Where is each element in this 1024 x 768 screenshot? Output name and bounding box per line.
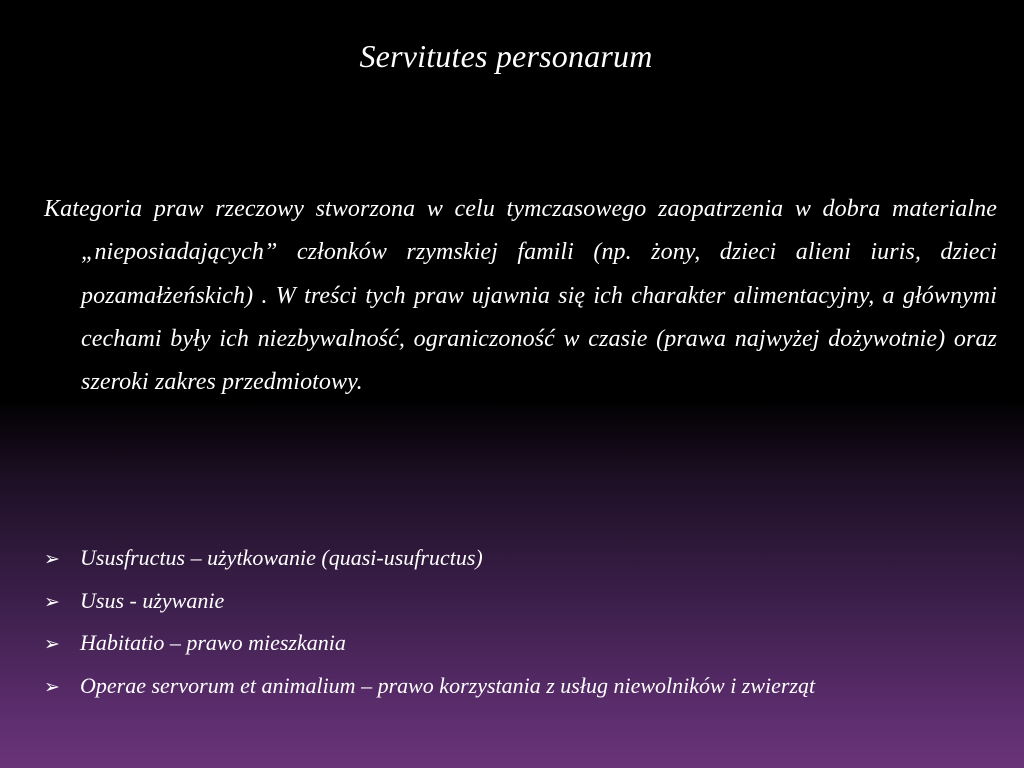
list-item-text: Operae servorum et animalium – prawo korzystania z usług niewolników i zwierząt: [80, 672, 816, 698]
list-item: [44, 665, 1004, 708]
list-item: [44, 622, 1004, 665]
body-paragraph: Kategoria praw rzeczowy stworzona w celu tymczasowego zaopatrzenia w dobra materialne „nieposiadających” członków rzymskiej famili (np. żony, dzieci alieni iuris, dzieci pozamałżeńskich) . W treści tych praw ujawnia się ich charakter alimentacyjny, a głównymi cechami były ich niezbywalność, ograniczoność w czasie (prawa najwyżej dożywotnie) oraz szeroki zakres przedmiotowy.: [44, 196, 997, 396]
arrow-bullet-icon: ➢: [44, 675, 60, 698]
arrow-bullet-icon: ➢: [44, 633, 60, 655]
list-item: [44, 580, 1004, 623]
list-item-text: Ususfructus – użytkowanie (quasi-usufructus): [80, 545, 483, 570]
arrow-bullet-icon: ➢: [44, 548, 60, 570]
list-item-text: Habitatio – prawo mieszkania: [80, 630, 346, 655]
slide-title: Servitutes personarum: [359, 38, 653, 74]
arrow-bullet-icon: ➢: [44, 590, 60, 613]
list-item: [44, 537, 1004, 580]
bullet-list: [44, 537, 1004, 707]
list-item-text: Usus - używanie: [80, 587, 225, 613]
